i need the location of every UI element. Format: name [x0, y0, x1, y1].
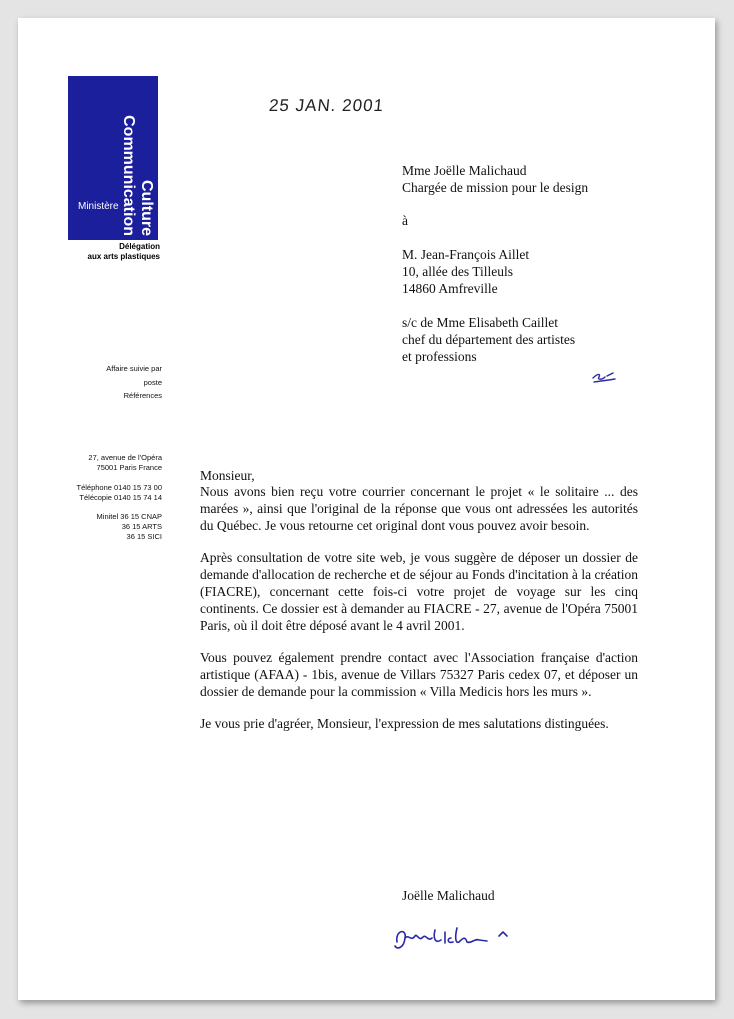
handwritten-initials: [589, 364, 619, 386]
cc-line2: chef du département des artistes: [402, 332, 576, 347]
delegation-line1: Délégation: [119, 242, 160, 251]
paragraph-1: Nous avons bien reçu votre courrier concernant le projet « le solitaire ... des marées », ainsi que l'original de la réponse que vous ont adressées les autorités du Québec. Je vous retourne cet original dont vous pouvez avoir besoin.: [200, 484, 638, 533]
signature-name: Joëlle Malichaud: [402, 888, 495, 903]
recipient-name: M. Jean-François Aillet: [402, 247, 530, 262]
sender-title: Chargée de mission pour le design: [402, 180, 589, 195]
salutation: Monsieur,: [200, 468, 255, 483]
sidebar-poste: poste: [143, 378, 162, 387]
cc-line1: s/c de Mme Elisabeth Caillet: [402, 315, 558, 330]
logo-communication: Communication: [120, 115, 137, 236]
sidebar-minitel2: 36 15 ARTS: [121, 522, 162, 531]
sidebar-references: Références: [123, 391, 162, 400]
paragraph-3: Vous pouvez également prendre contact avec l'Association française d'action artistique (AFAA) - 1bis, avenue de Villars 75327 Paris cedex 07, et déposer un dossier de demande pour la commission « Villa Medicis hors les murs ».: [200, 650, 638, 699]
sidebar-telecopie: Télécopie 0140 15 74 14: [79, 493, 162, 502]
recipient-street: 10, allée des Tilleuls: [402, 264, 513, 279]
paragraph-4: Je vous prie d'agréer, Monsieur, l'expression de mes salutations distinguées.: [200, 716, 609, 731]
paragraph-2: Après consultation de votre site web, je vous suggère de déposer un dossier de demande d'allocation de recherche et de séjour au Fonds d'incitation à la création (FIACRE), concernant cette fois-ci votre projet de voyage sur les cinq continents. Ce dossier est à demander au FIACRE - 27, avenue de l'Opéra 75001 Paris, où il doit être déposé avant le 4 avril 2001.: [200, 550, 638, 633]
recipient-city: 14860 Amfreville: [402, 281, 498, 296]
handwritten-signature: [391, 920, 541, 958]
sidebar-address1: 27, avenue de l'Opéra: [88, 453, 162, 462]
logo-culture: Culture: [138, 180, 155, 236]
logo-ministere: Ministère: [78, 201, 119, 212]
sidebar-address2: 75001 Paris France: [96, 463, 162, 472]
ministry-logo: [68, 76, 158, 240]
letter-page: [18, 18, 715, 1000]
date-stamp: 25 JAN. 2001: [268, 96, 386, 115]
address-a: à: [402, 213, 408, 228]
sidebar-minitel1: Minitel 36 15 CNAP: [96, 512, 162, 521]
logo-vertical-text: [68, 76, 158, 240]
sidebar-affaire: Affaire suivie par: [106, 364, 162, 373]
delegation-line2: aux arts plastiques: [87, 252, 160, 261]
sender-name: Mme Joëlle Malichaud: [402, 163, 527, 178]
sidebar-telephone: Téléphone 0140 15 73 00: [76, 483, 162, 492]
letter-body: [200, 483, 638, 747]
sidebar-minitel3: 36 15 SICI: [126, 532, 162, 541]
cc-line3: et professions: [402, 349, 477, 364]
